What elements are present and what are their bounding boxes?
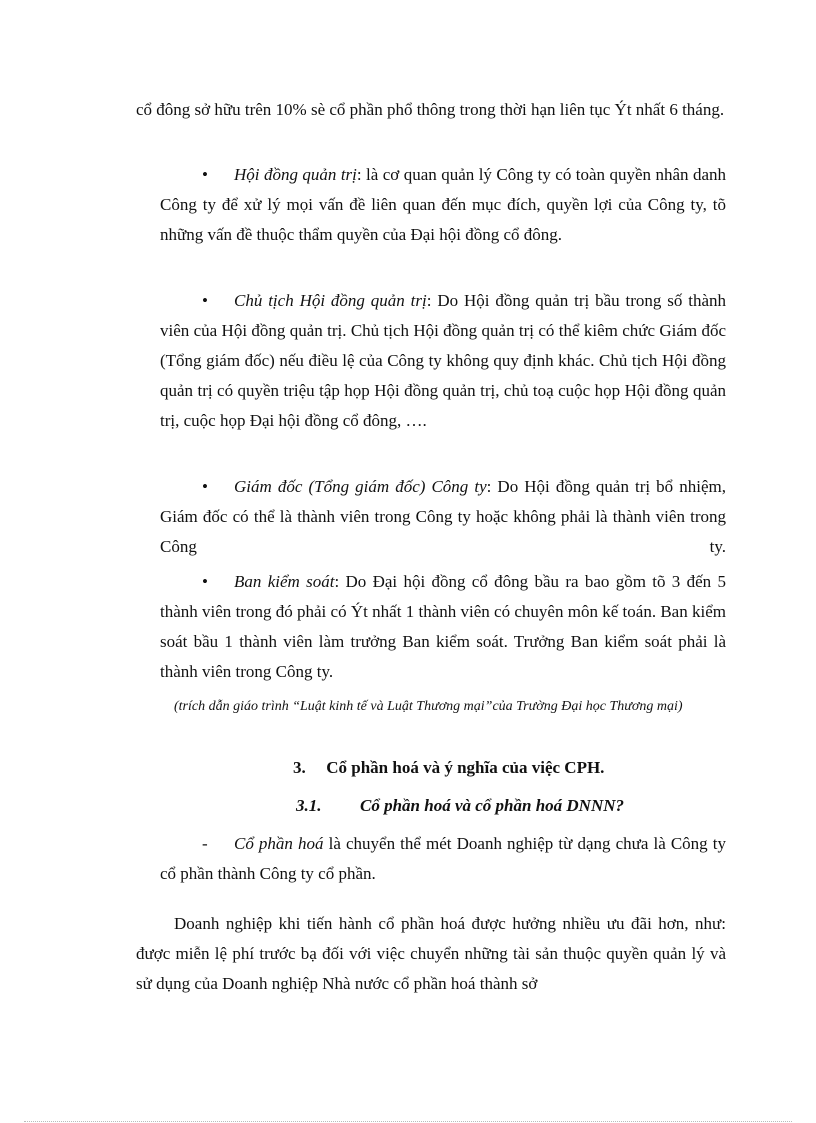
- dash-item-co-phan-hoa: [136, 829, 726, 889]
- bullet-item-hoi-dong-quan-tri: [136, 160, 726, 250]
- bullet-item-chu-tich: [136, 286, 726, 436]
- bullet-term: Ban kiểm soát: [234, 572, 335, 591]
- dash-body: là chuyển thể mét Doanh nghiệp từ dạng chưa là Công ty cổ phần thành Công ty cổ phần.: [160, 834, 726, 883]
- bullet-body: : Do Đại hội đồng cổ đông bầu ra bao gồm tõ 3 đến 5 thành viên trong đó phải có Ýt nhất 1 thành viên có chuyên môn kế toán. Ban kiểm soát bầu 1 thành viên làm trưởng Ban kiểm soát. Trưởng Ban kiểm soát phải là thành viên trong Công ty.: [160, 572, 726, 681]
- bullet-term: Chủ tịch Hội đồng quản trị: [234, 291, 427, 310]
- dash-term: Cổ phần hoá: [234, 834, 324, 853]
- bullet-term: Hội đồng quản trị: [234, 165, 357, 184]
- bullet-body: : Do Hội đồng quản trị bổ nhiệm, Giám đốc có thể là thành viên trong Công ty hoặc không phải là thành viên trong Công ty.: [160, 477, 726, 556]
- bullet-text: [160, 286, 726, 436]
- heading-number: 3.: [293, 758, 306, 777]
- bullet-text: [160, 567, 726, 687]
- bullet-text: [160, 472, 726, 562]
- dash-text: [160, 829, 726, 889]
- heading-title: Cổ phần hoá và ý nghĩa của việc CPH.: [326, 758, 605, 777]
- bullet-item-giam-doc: [136, 472, 726, 562]
- bullet-body: : là cơ quan quản lý Công ty có toàn quyền nhân danh Công ty để xử lý mọi vấn đề liên quan đến mục đích, quyền lợi của Công ty, tõ những vấn đề thuộc thẩm quyền của Đại hội đồng cổ đông.: [160, 165, 727, 244]
- section-heading-3-1: [296, 796, 624, 816]
- bullet-icon: •: [202, 572, 208, 591]
- section-heading-3: [293, 758, 604, 778]
- dash-icon: -: [202, 834, 208, 853]
- bullet-item-ban-kiem-soat: [136, 567, 726, 687]
- closing-paragraph: Doanh nghiệp khi tiến hành cổ phần hoá được hưởng nhiều ưu đãi hơn, như: được miễn lệ phí trước bạ đối với việc chuyển những tài sản thuộc quyền quản lý và sử dụng của Doanh nghiệp Nhà nước cổ phần hoá thành sở: [136, 914, 726, 993]
- page-bottom-border: [24, 1121, 792, 1122]
- bullet-icon: •: [202, 477, 208, 496]
- bullet-body: : Do Hội đồng quản trị bầu trong số thành viên của Hội đồng quản trị. Chủ tịch Hội đồng quản trị có thể kiêm chức Giám đốc (Tổng giám đốc) nếu điều lệ của Công ty không quy định khác. Chủ tịch Hội đồng quản trị có quyền triệu tập họp Hội đồng quản trị, chủ toạ cuộc họp Hội đồng quản trị, cuộc họp Đại hội đồng cổ đông, ….: [160, 291, 726, 430]
- heading-number: 3.1.: [296, 796, 322, 815]
- bullet-icon: •: [202, 165, 208, 184]
- intro-paragraph: cổ đông sở hữu trên 10% sè cổ phần phổ thông trong thời hạn liên tục Ýt nhất 6 tháng.: [136, 100, 725, 119]
- bullet-icon: •: [202, 291, 208, 310]
- citation: (trích dẫn giáo trình “Luật kinh tế và Luật Thương mại”của Trường Đại học Thương mại): [174, 699, 683, 714]
- heading-title: Cổ phần hoá và cổ phần hoá DNNN?: [360, 796, 625, 815]
- bullet-text: [160, 160, 726, 250]
- bullet-term: Giám đốc (Tổng giám đốc) Công ty: [234, 477, 487, 496]
